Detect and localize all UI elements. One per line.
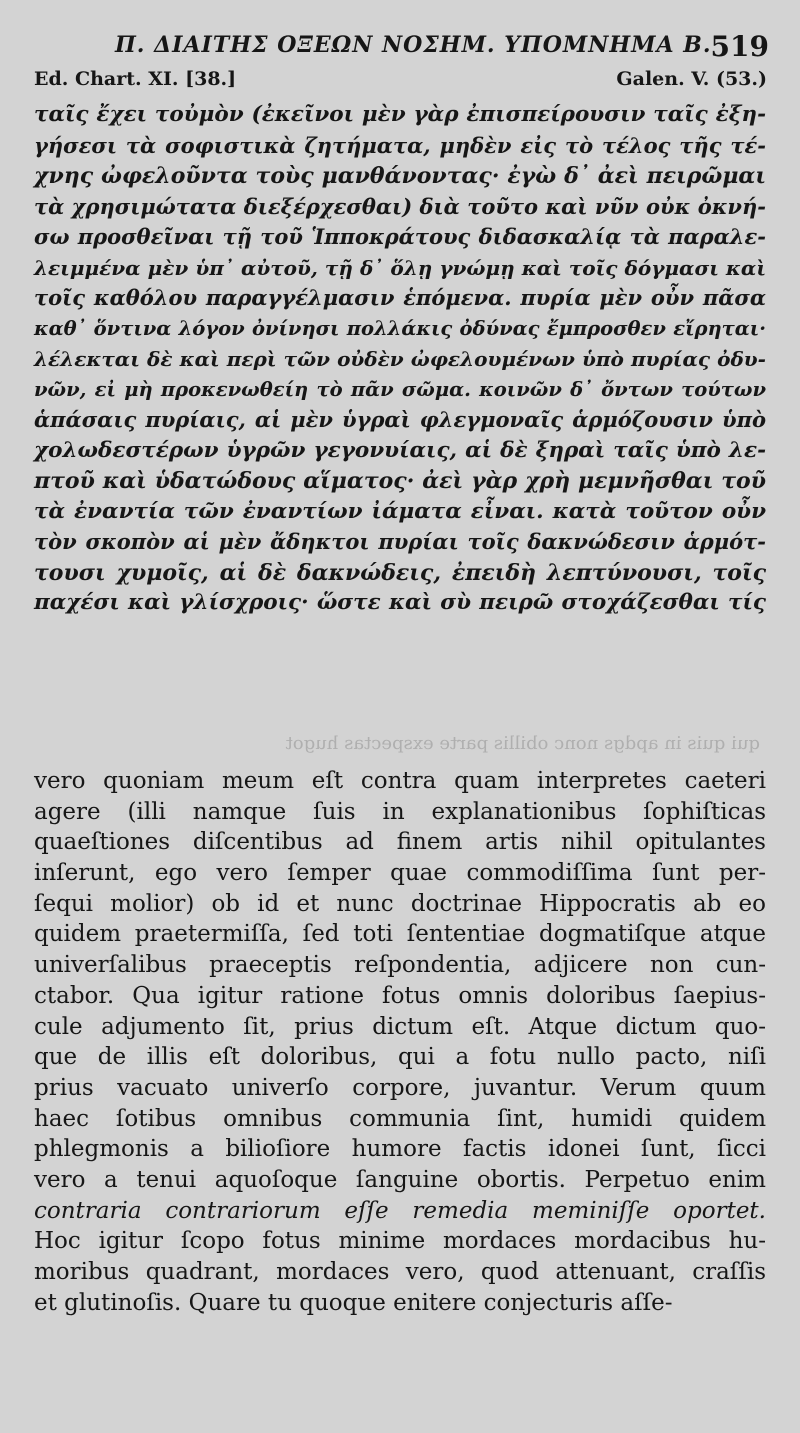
greek-line: λειμμένα μὲν ὑπ᾽ αὐτοῦ, τῇ δ᾽ ὅλῃ γνώμῃ καὶ τοῖς δόγμασι καὶ (34, 255, 766, 280)
latin-line: ſequi molior) ob id et nunc doctrinae Hippocratis ab eo (34, 890, 766, 917)
greek-line: νῶν, εἰ μὴ προκενωθείη τὸ πᾶν σῶμα. κοινῶν δ᾽ ὄντων τούτων (34, 377, 766, 401)
greek-line: καθ᾽ ὅντινα λόγον ὀνίνησι πολλάκις ὀδύνας ἔμπροσθεν εἴρηται· (34, 316, 766, 340)
latin-line: phlegmonis a bilioſiore humore factis idonei ſunt, ſicci (34, 1136, 766, 1163)
edition-reference-line (34, 68, 767, 96)
running-head (30, 30, 775, 64)
greek-line: τὸν σκοπὸν αἱ μὲν ἄδηκτοι πυρίαι τοῖς δακνώδεσιν ἁρμότ- (34, 529, 766, 554)
greek-line: παχέσι καὶ γλίσχροις· ὥστε καὶ σὺ πειρῶ στοχάζεσθαι τίς (34, 590, 766, 615)
greek-line: ἁπάσαις πυρίαις, αἱ μὲν ὑγραὶ φλεγμοναῖς ἁρμόζουσιν ὑπὸ (34, 407, 766, 432)
greek-text-block (34, 100, 766, 619)
greek-line: ταῖς ἔχει τοὐμὸν (ἐκεῖνοι μὲν γὰρ ἐπισπείρουσιν ταῖς ἐξη- (34, 102, 766, 127)
latin-text-block (34, 766, 766, 1318)
greek-line: χολωδεστέρων ὑγρῶν γεγονυίαις, αἱ δὲ ξηραὶ ταῖς ὑπὸ λε- (34, 437, 766, 463)
edition-reference-right: Galen. V. (53.) (616, 68, 767, 90)
latin-line: vero quoniam meum eſt contra quam interpretes caeteri (34, 768, 766, 794)
greek-line: χνης ὠφελοῦντα τοὺς μανθάνοντας· ἐγὼ δ᾽ ἀεὶ πειρῶμαι (34, 163, 766, 189)
greek-line: πτοῦ καὶ ὑδατώδους αἵματος· ἀεὶ γὰρ χρὴ μεμνῆσθαι τοῦ (34, 468, 766, 494)
latin-line: quidem praetermiſſa, ſed toti ſententiae dogmatiſque atque (34, 921, 766, 948)
latin-line: haec ſotibus omnibus communia ſint, humidi quidem (34, 1105, 766, 1132)
show-through-text: qui quis in apdgs nonc obillis parte exspectas hugot (285, 733, 760, 754)
running-title: Π. ΔΙΑΙΤΗΣ ΟΞΕΩΝ ΝΟΣΗΜ. ΥΠΟΜΝΗΜΑ Β. (115, 32, 712, 58)
greek-line: λέλεκται δὲ καὶ περὶ τῶν οὐδὲν ὠφελουμένων ὑπὸ πυρίας ὀδυ- (34, 347, 766, 371)
greek-line: σω προσθεῖναι τῇ τοῦ Ἱπποκράτους διδασκαλίᾳ τὰ παραλε- (34, 224, 766, 249)
latin-line: ctabor. Qua igitur ratione fotus omnis doloribus ſaepius- (34, 982, 766, 1009)
latin-line: agere (illi namque ſuis in explanationibus ſophiſticas (34, 798, 766, 825)
page-number: 519 (710, 30, 769, 63)
latin-line: cule adjumento ſit, prius dictum eſt. Atque dictum quo- (34, 1013, 766, 1040)
latin-line: univerſalibus praeceptis reſpondentia, adjicere non cun- (34, 952, 766, 979)
latin-line: prius vacuato univerſo corpore, juvantur. Verum quum (34, 1074, 766, 1101)
latin-line: inſerunt, ego vero ſemper quae commodiſſima ſunt per- (34, 860, 766, 887)
greek-line: τὰ χρησιμώτατα διεξέρχεσθαι) διὰ τοῦτο καὶ νῦν οὐκ ὀκνή- (34, 193, 766, 219)
greek-line: γήσεσι τὰ σοφιστικὰ ζητήματα, μηδὲν εἰς τὸ τέλος τῆς τέ- (34, 132, 766, 158)
latin-line: quaeſtiones diſcentibus ad finem artis nihil opitulantes (34, 829, 766, 856)
edition-reference-left: Ed. Chart. XI. [38.] (34, 68, 237, 90)
latin-line: que de illis eſt doloribus, qui a fotu nullo pacto, niſi (34, 1044, 766, 1071)
latin-line: vero a tenui aquoſoque ſanguine obortis. Perpetuo enim (34, 1166, 766, 1193)
latin-line: et glutinoſis. Quare tu quoque enitere conjecturis aſſe- (34, 1289, 673, 1316)
latin-line: moribus quadrant, mordaces vero, quod attenuant, craſſis (34, 1259, 766, 1285)
greek-line: τουσι χυμοῖς, αἱ δὲ δακνώδεις, ἐπειδὴ λεπτύνουσι, τοῖς (34, 559, 766, 586)
greek-line: τὰ ἐναντία τῶν ἐναντίων ἰάματα εἶναι. κατὰ τοῦτον οὖν (34, 498, 766, 524)
greek-line: τοῖς καθόλου παραγγέλμασιν ἑπόμενα. πυρία μὲν οὖν πᾶσα (34, 285, 766, 310)
latin-line: Hoc igitur ſcopo fotus minime mordaces mordacibus hu- (34, 1228, 766, 1255)
latin-line-italic: contraria contrariorum eſſe remedia meminiſſe oportet. (34, 1197, 766, 1224)
